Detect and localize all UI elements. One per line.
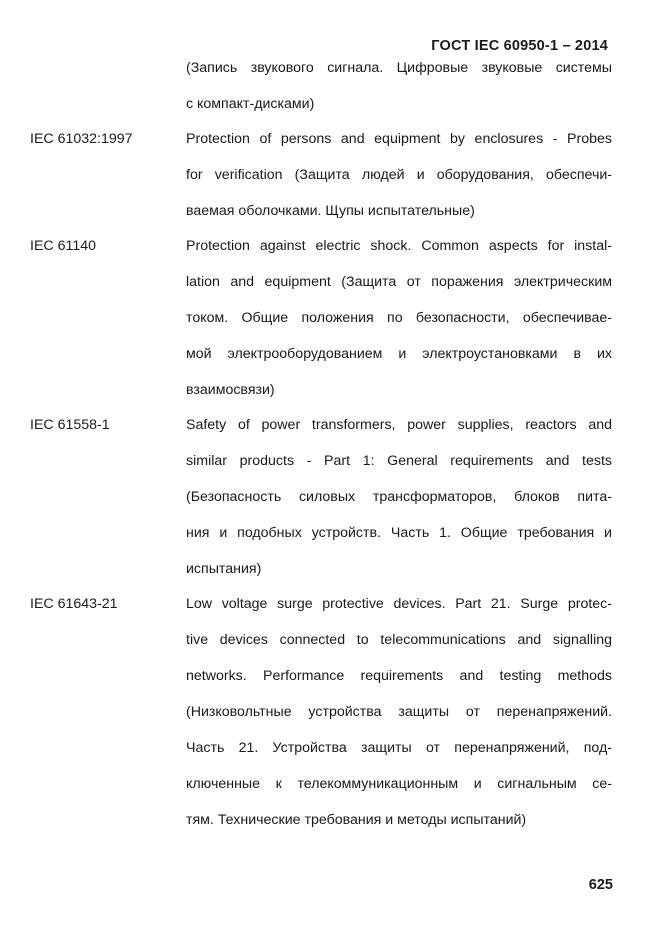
standard-title-line: Safety of power transformers, power supplies, reactors and [186, 417, 612, 433]
continuation-line: с компакт-дисками) [186, 96, 315, 112]
standard-code: IEC 61643-21 [30, 596, 118, 612]
page-number: 625 [588, 877, 613, 893]
standard-title-line: током. Общие положения по безопасности, обеспечивае- [186, 310, 612, 326]
standard-title-line: взаимосвязи) [186, 382, 275, 398]
standard-title-line: tive devices connected to telecommunications and signalling [186, 632, 612, 648]
document-header: ГОСТ IEC 60950-1 – 2014 [431, 38, 608, 54]
standard-title-line: тям. Технические требования и методы испытаний) [186, 812, 527, 828]
standard-title-line: ключенные к телекоммуникационным и сигнальным се- [186, 776, 612, 792]
standard-title-line: ваемая оболочками. Щупы испытательные) [186, 203, 475, 219]
standard-title-line: Часть 21. Устройства защиты от перенапряжений, под- [186, 740, 612, 756]
standard-title-line: Low voltage surge protective devices. Part 21. Surge protec- [186, 596, 612, 612]
standard-code: IEC 61140 [30, 238, 96, 254]
standard-title-line: ния и подобных устройств. Часть 1. Общие требования и [186, 525, 612, 541]
standard-title-line: for verification (Защита людей и оборудования, обеспечи- [186, 167, 612, 183]
standard-code: IEC 61558-1 [30, 417, 110, 433]
standard-title-line: испытания) [186, 561, 262, 577]
standard-title-line: lation and equipment (Защита от поражения электрическим [186, 274, 612, 290]
standard-title-line: Protection of persons and equipment by enclosures - Probes [186, 131, 612, 147]
standard-title-line: (Низковольтные устройства защиты от перенапряжений. [186, 704, 612, 720]
standard-title-line: Protection against electric shock. Common aspects for instal- [186, 238, 612, 254]
standard-code: IEC 61032:1997 [30, 131, 133, 147]
standard-title-line: similar products - Part 1: General requirements and tests [186, 453, 612, 469]
standard-title-line: networks. Performance requirements and testing methods [186, 668, 612, 684]
standard-title-line: (Безопасность силовых трансформаторов, блоков пита- [186, 489, 612, 505]
continuation-line: (Запись звукового сигнала. Цифровые звуковые системы [186, 60, 612, 76]
standard-title-line: мой электрооборудованием и электроустановками в их [186, 346, 612, 362]
